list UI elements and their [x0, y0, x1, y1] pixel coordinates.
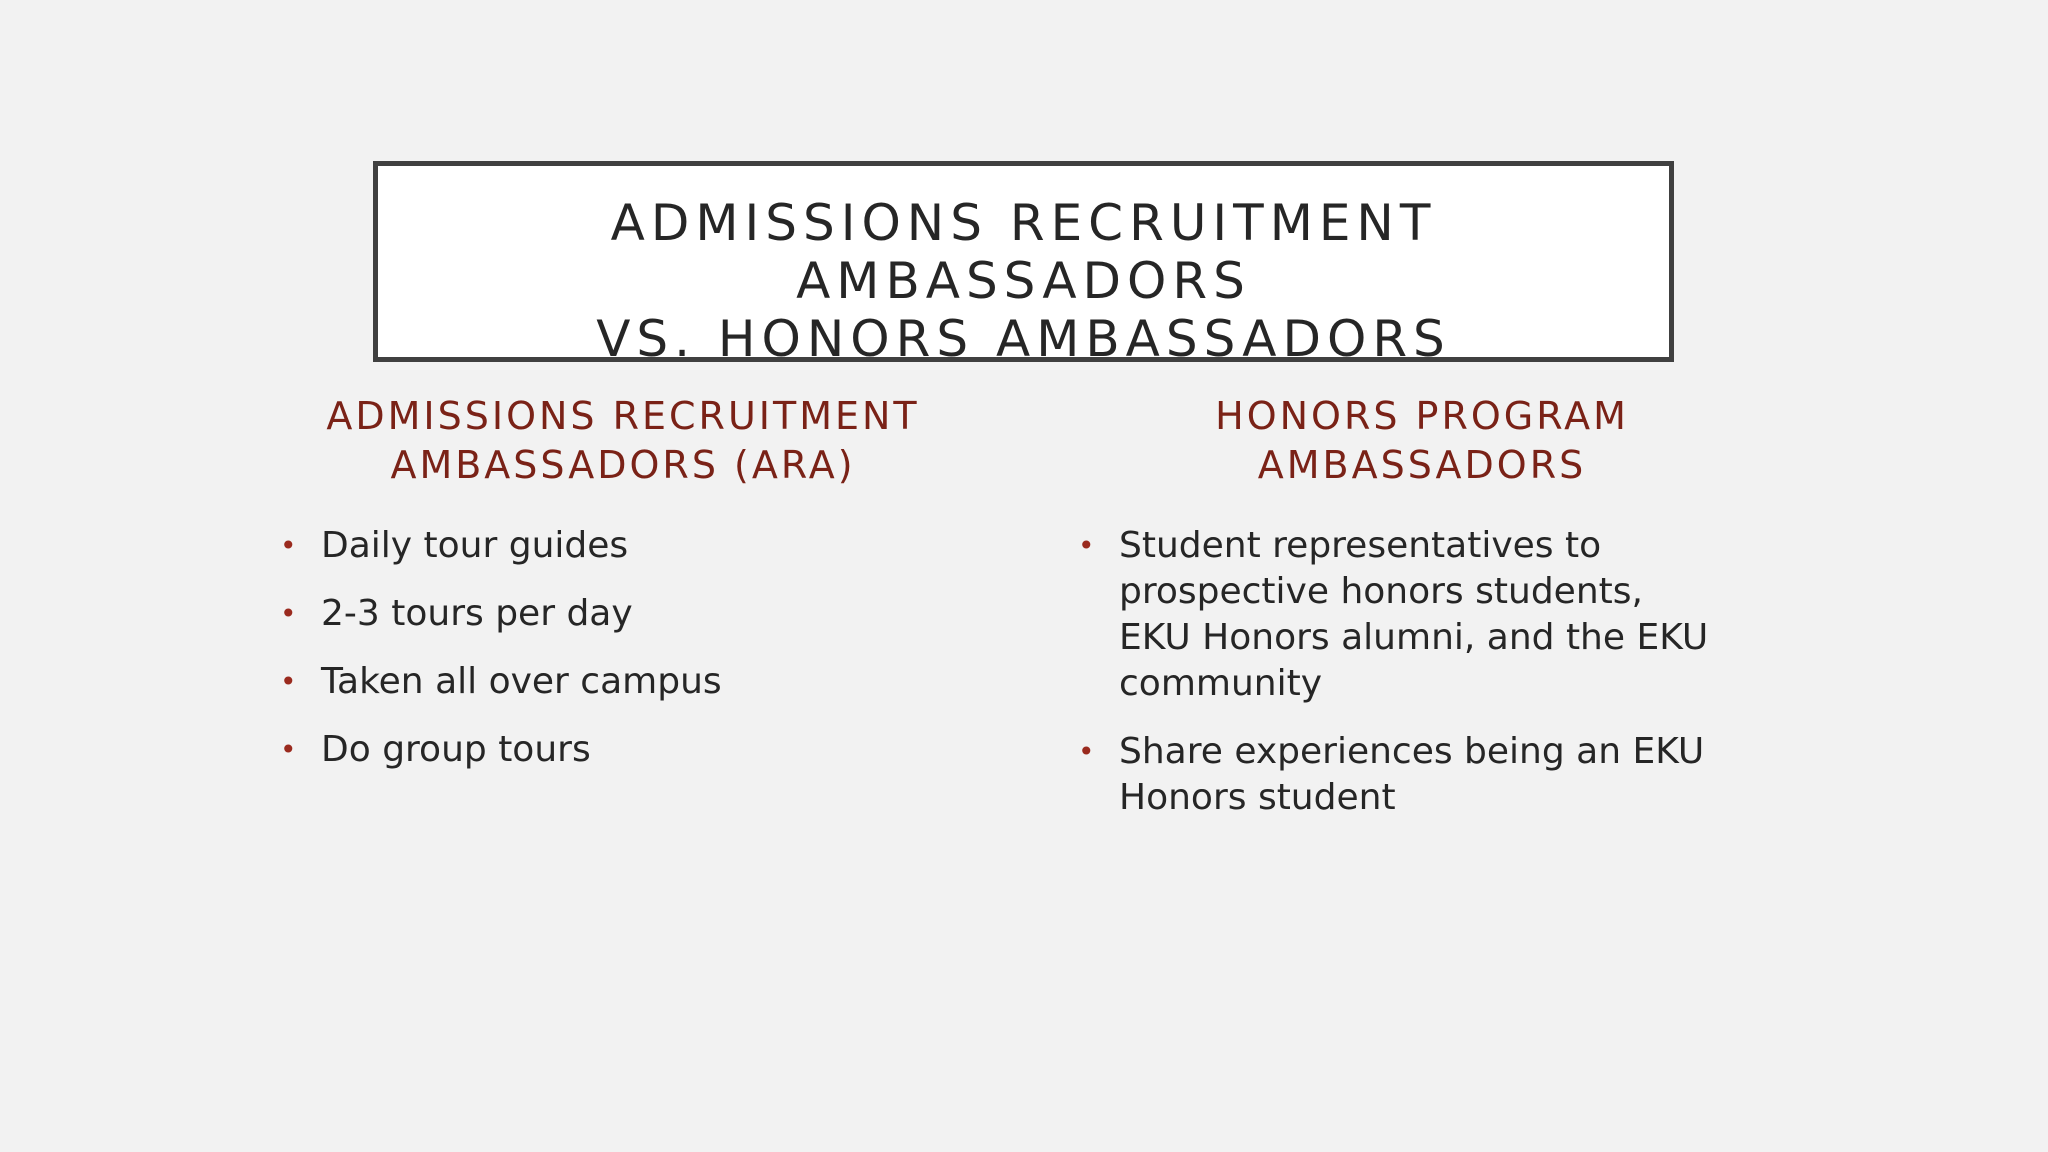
- bullet-text: Student representatives to prospective honors students, EKU Honors alumni, and the EKU community: [1119, 525, 1709, 704]
- bullet-text: Daily tour guides: [321, 525, 629, 566]
- bullet-text: 2-3 tours per day: [321, 593, 633, 634]
- slide-title: [378, 194, 1669, 368]
- left-column-heading: [303, 392, 943, 490]
- bullet-icon: •: [1078, 529, 1095, 562]
- list-item: [280, 591, 980, 637]
- right-heading-line-1: HONORS PROGRAM: [1215, 394, 1629, 438]
- bullet-text: Do group tours: [321, 729, 591, 770]
- right-column-heading: [1102, 392, 1742, 490]
- left-heading-line-1: ADMISSIONS RECRUITMENT: [326, 394, 920, 438]
- list-item: [280, 523, 980, 569]
- bullet-icon: •: [280, 597, 297, 630]
- list-item: [1078, 523, 1718, 707]
- list-item: [1078, 729, 1718, 821]
- slide-title-line-2: VS. HONORS AMBASSADORS: [596, 310, 1451, 368]
- list-item: [280, 727, 980, 773]
- right-heading-line-2: AMBASSADORS: [1257, 443, 1587, 487]
- right-bullet-list: [1078, 523, 1718, 843]
- bullet-icon: •: [1078, 735, 1095, 768]
- list-item: [280, 659, 980, 705]
- bullet-icon: •: [280, 733, 297, 766]
- bullet-text: Share experiences being an EKU Honors student: [1119, 731, 1705, 818]
- left-bullet-list: [280, 523, 980, 795]
- title-box: [373, 161, 1674, 368]
- bullet-text: Taken all over campus: [321, 661, 722, 702]
- bullet-icon: •: [280, 529, 297, 562]
- left-heading-line-2: AMBASSADORS (ARA): [390, 443, 856, 487]
- slide-title-line-1: ADMISSIONS RECRUITMENT AMBASSADORS: [610, 194, 1437, 310]
- bullet-icon: •: [280, 665, 297, 698]
